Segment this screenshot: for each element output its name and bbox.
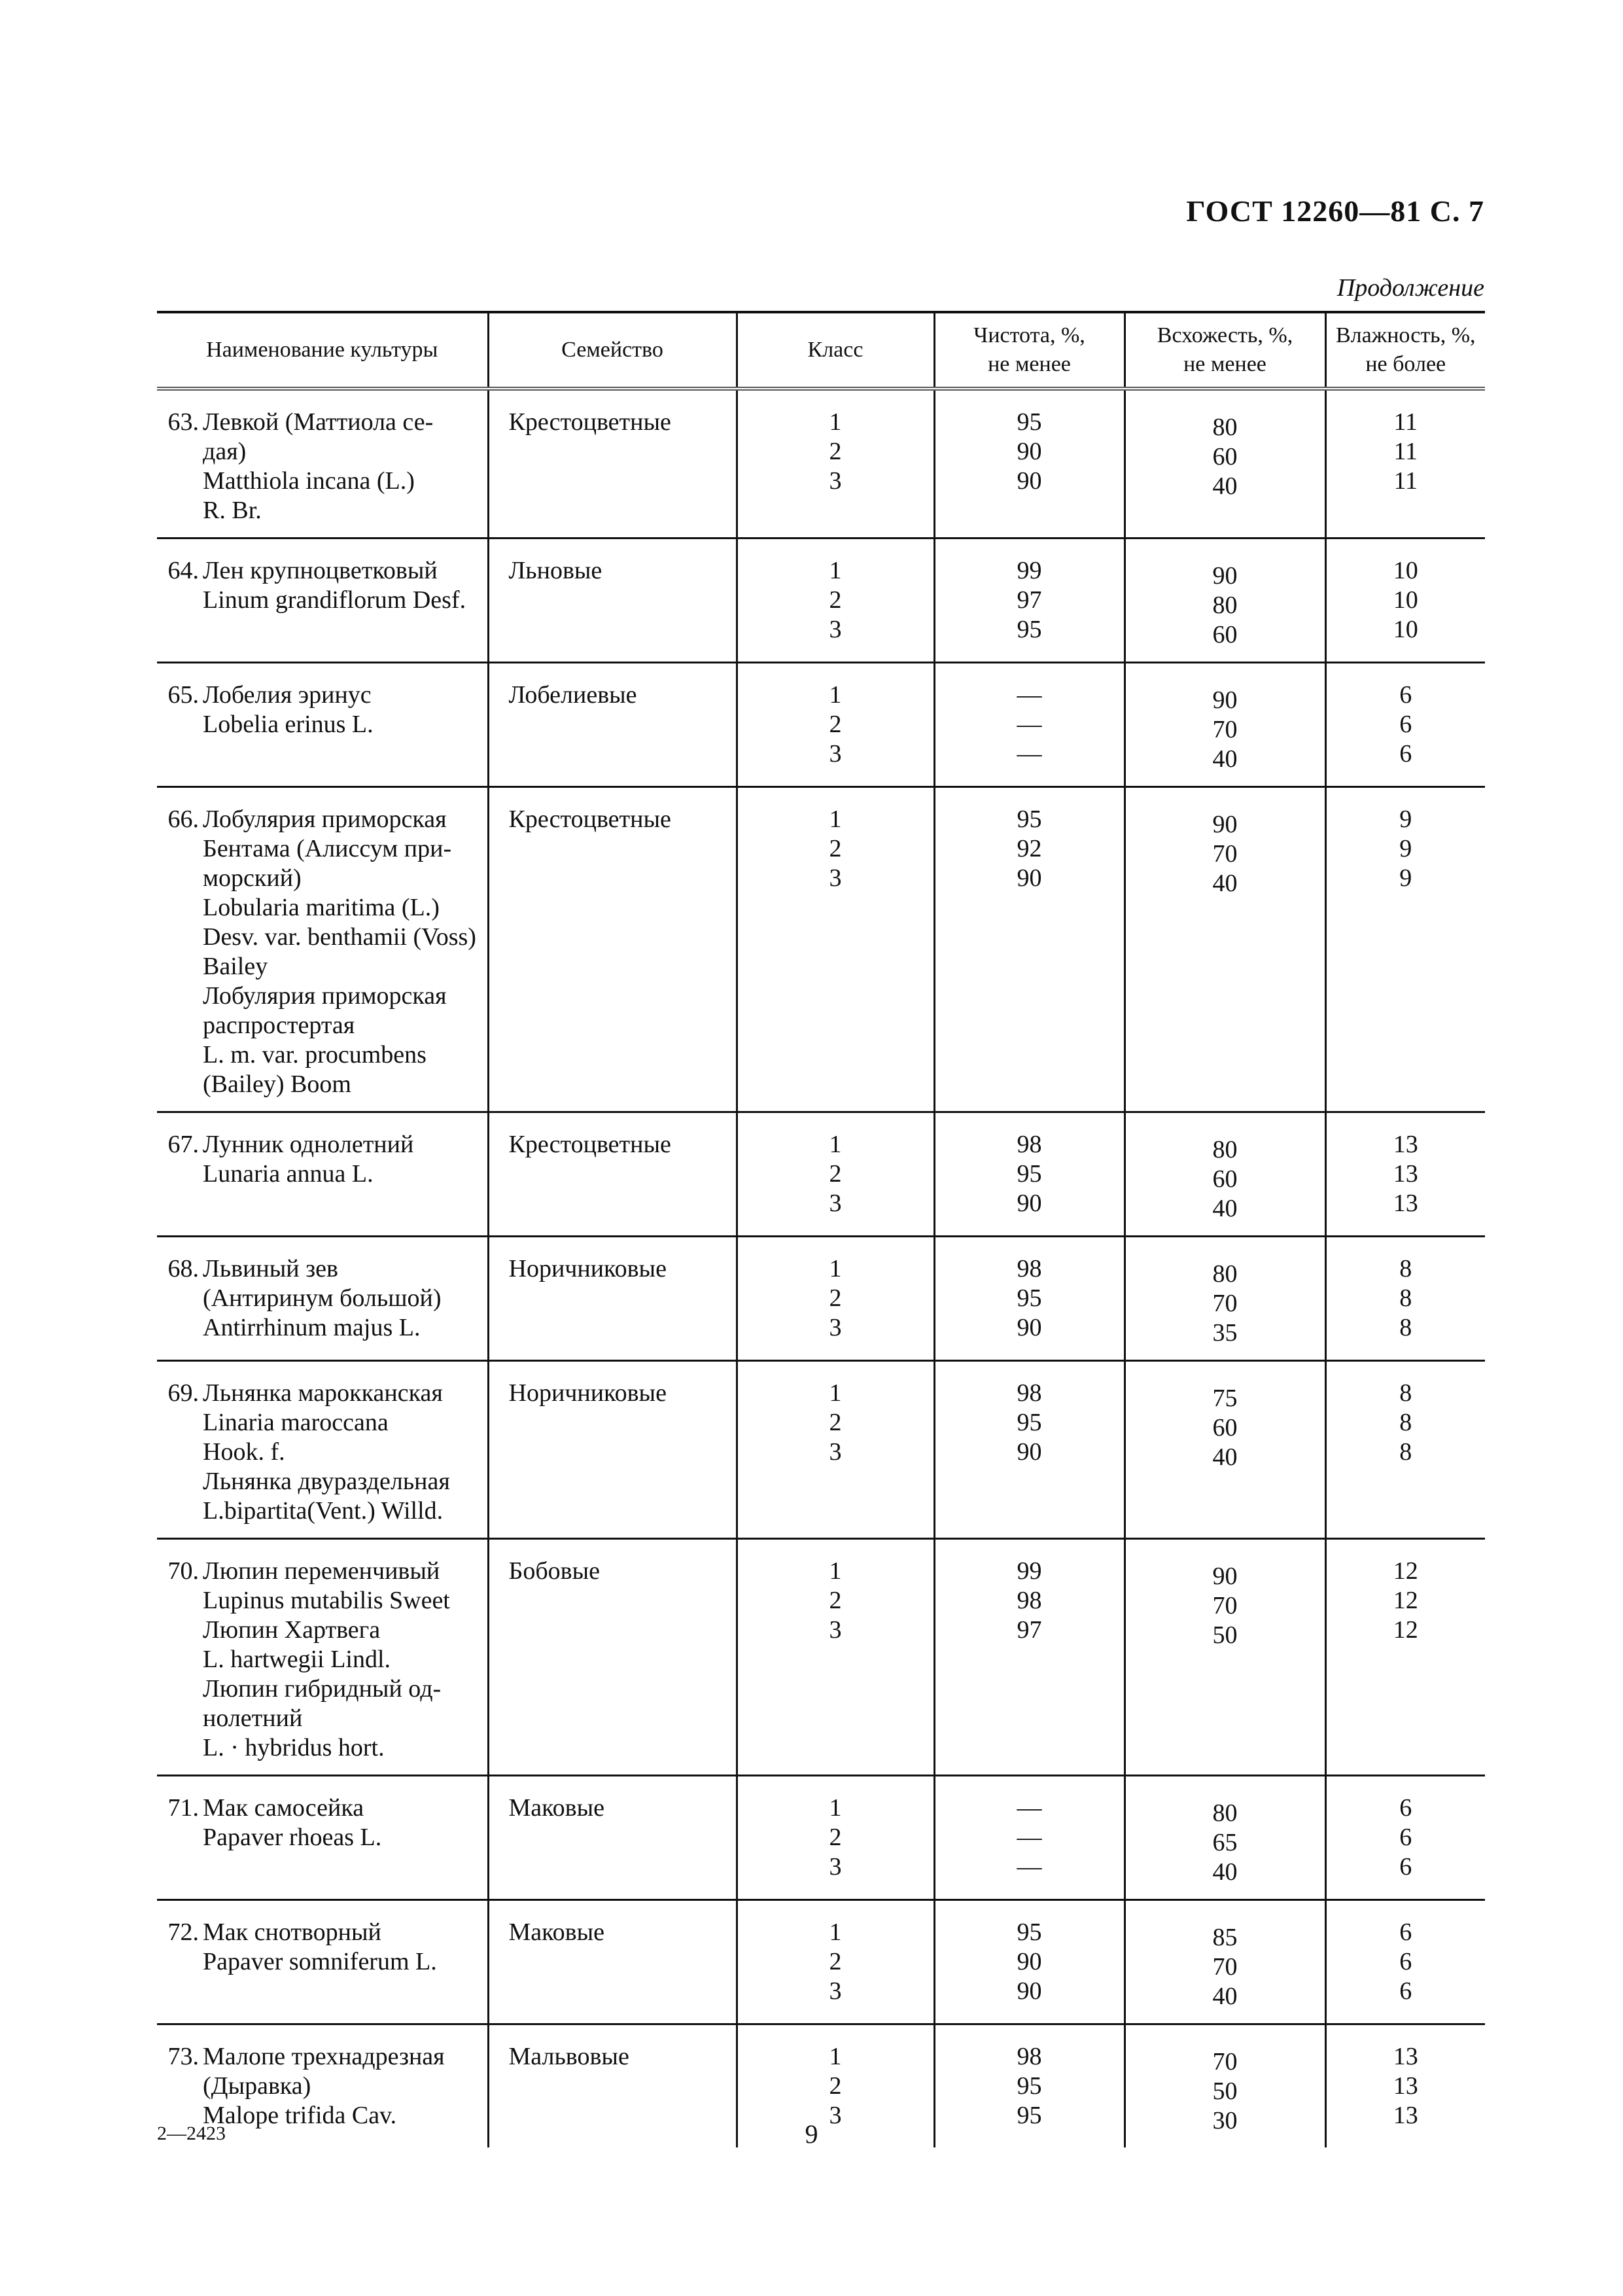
germination-cell [1125,1237,1325,1361]
class-value: 2 [829,1587,842,1614]
germination-value: 90 [1212,562,1238,590]
culture-name-line: Малопе трехнадрезная [203,2043,445,2070]
culture-name-line: Desv. var. benthamii (Voss) [203,923,476,951]
class-value: 1 [829,2043,842,2070]
class-cell [737,1361,934,1539]
purity-value: — [1017,681,1042,709]
culture-name-cell [157,1237,488,1361]
moisture-value: 13 [1393,1190,1418,1217]
purity-value: 98 [1017,1379,1042,1407]
purity-value: — [1017,711,1042,738]
moisture-cell [1325,1776,1485,1900]
purity-value: 90 [1017,438,1042,465]
purity-value: 97 [1017,586,1042,614]
moisture-value: 6 [1399,1824,1412,1851]
class-value: 2 [829,1948,842,1975]
germination-value: 90 [1212,811,1238,838]
class-value: 1 [829,805,842,833]
purity-cell [934,1539,1125,1776]
family-cell: Маковые [488,1900,737,2024]
purity-value: 95 [1017,616,1042,643]
culture-name-line: (Дыравка) [203,2072,311,2100]
class-value: 3 [829,2102,842,2129]
class-cell [737,1112,934,1237]
class-value: 2 [829,711,842,738]
germination-value: 60 [1212,1165,1238,1193]
purity-cell [934,1776,1125,1900]
moisture-value: 8 [1399,1438,1412,1466]
culture-name-line: распростертая [203,1012,355,1039]
class-value: 2 [829,2072,842,2100]
seed-quality-table [157,311,1485,2147]
table-header-row [157,312,1485,389]
germination-cell [1125,389,1325,539]
class-value: 3 [829,740,842,768]
purity-cell [934,663,1125,787]
class-value: 3 [829,1438,842,1466]
culture-name-line: Лобулярия приморская [203,805,447,833]
class-cell [737,787,934,1112]
moisture-value: 11 [1393,408,1418,436]
germination-cell [1125,787,1325,1112]
culture-name-line: L.bipartita(Vent.) Willd. [203,1497,444,1525]
print-code: 2—2423 [157,2123,226,2144]
class-cell [737,1237,934,1361]
purity-value: — [1017,1824,1042,1851]
table-row [157,1237,1485,1361]
moisture-value: 13 [1393,2102,1418,2129]
moisture-value: 13 [1393,1160,1418,1188]
culture-name-line: L. m. var. procumbens [203,1041,427,1069]
germination-value: 40 [1212,745,1238,773]
table-row [157,1776,1485,1900]
culture-name-line: Люпин гибридный од- [203,1675,442,1703]
moisture-value: 11 [1393,467,1418,495]
purity-value: 98 [1017,1587,1042,1614]
class-value: 2 [829,1824,842,1851]
family-cell: Крестоцветные [488,787,737,1112]
moisture-value: 6 [1399,681,1412,709]
moisture-value: 13 [1393,2072,1418,2100]
moisture-value: 9 [1399,864,1412,892]
germination-value: 80 [1212,414,1238,441]
culture-name-line: Lunaria annua L. [203,1160,374,1188]
row-number: 71. [167,1794,199,1822]
purity-cell [934,1112,1125,1237]
purity-value: 90 [1017,1314,1042,1341]
purity-value: 98 [1017,1255,1042,1282]
class-cell [737,1900,934,2024]
moisture-cell [1325,1539,1485,1776]
culture-name-line: Львиный зев [203,1255,338,1282]
family-cell: Льновые [488,539,737,663]
culture-name-line: (Антиринум большой) [203,1284,442,1312]
culture-name-cell [157,1112,488,1237]
column-header-germination: Всхожесть, %, не менее [1125,312,1325,389]
family-cell: Норичниковые [488,1237,737,1361]
class-cell [737,1539,934,1776]
class-value: 3 [829,1616,842,1644]
germination-cell [1125,1361,1325,1539]
row-number: 70. [167,1557,199,1585]
table-row [157,1112,1485,1237]
moisture-cell [1325,1361,1485,1539]
culture-name-line: Linum grandiflorum Desf. [203,586,466,614]
culture-name-line: Люпин переменчивый [203,1557,440,1585]
moisture-value: 6 [1399,1853,1412,1881]
moisture-cell [1325,1900,1485,2024]
purity-value: 95 [1017,805,1042,833]
germination-value: 65 [1212,1829,1238,1856]
class-value: 1 [829,1557,842,1585]
row-number: 73. [167,2043,199,2070]
family-cell: Крестоцветные [488,1112,737,1237]
culture-name-line: Льнянка марокканская [203,1379,443,1407]
family-cell: Лобелиевые [488,663,737,787]
class-value: 2 [829,835,842,862]
culture-name-line: морский) [203,864,302,892]
germination-value: 50 [1212,1621,1238,1649]
family-cell: Бобовые [488,1539,737,1776]
purity-value: 95 [1017,1409,1042,1436]
purity-value: 90 [1017,1438,1042,1466]
purity-value: 99 [1017,1557,1042,1585]
class-value: 3 [829,1853,842,1881]
germination-value: 60 [1212,1414,1238,1441]
culture-name-line: Бентама (Алиссум при- [203,835,452,862]
culture-name-cell [157,1361,488,1539]
germination-value: 70 [1212,840,1238,868]
moisture-cell [1325,1112,1485,1237]
class-value: 2 [829,1284,842,1312]
purity-value: — [1017,1853,1042,1881]
culture-name-line: Malope trifida Cav. [203,2102,397,2129]
culture-name-line: R. Br. [203,497,262,524]
table-row [157,539,1485,663]
germination-value: 40 [1212,870,1238,897]
purity-cell [934,787,1125,1112]
germination-cell [1125,1776,1325,1900]
culture-name-line: L. · hybridus hort. [203,1734,385,1761]
family-cell: Маковые [488,1776,737,1900]
table [157,311,1485,2147]
row-number: 63. [167,408,199,436]
culture-name-line: (Bailey) Boom [203,1070,351,1098]
germination-cell [1125,539,1325,663]
class-value: 2 [829,438,842,465]
purity-cell [934,1361,1125,1539]
class-value: 1 [829,1379,842,1407]
culture-name-cell [157,1539,488,1776]
germination-value: 35 [1212,1319,1238,1347]
moisture-value: 6 [1399,1918,1412,1946]
purity-value: 95 [1017,1284,1042,1312]
germination-value: 70 [1212,1592,1238,1619]
culture-name-line: Papaver rhoeas L. [203,1824,382,1851]
purity-value: 95 [1017,408,1042,436]
column-header-moisture: Влажность, %, не более [1325,312,1485,389]
purity-value: — [1017,1794,1042,1822]
moisture-value: 12 [1393,1616,1418,1644]
table-body [157,389,1485,2147]
culture-name-line: нолетний [203,1704,303,1732]
germination-value: 70 [1212,1290,1238,1317]
culture-name-line: Antirrhinum majus L. [203,1314,421,1341]
purity-value: 98 [1017,2043,1042,2070]
germination-value: 50 [1212,2077,1238,2105]
culture-name-line: Люпин Хартвега [203,1616,381,1644]
germination-cell [1125,663,1325,787]
germination-value: 90 [1212,1563,1238,1590]
purity-value: 99 [1017,557,1042,584]
germination-value: 40 [1212,1858,1238,1886]
culture-name-line: Hook. f. [203,1438,285,1466]
purity-value: 90 [1017,864,1042,892]
purity-value: 92 [1017,835,1042,862]
moisture-value: 6 [1399,1794,1412,1822]
germination-value: 60 [1212,621,1238,648]
class-cell [737,1776,934,1900]
purity-value: 95 [1017,1160,1042,1188]
culture-name-line: Левкой (Маттиола се- [203,408,434,436]
culture-name-line: Мак снотворный [203,1918,381,1946]
germination-value: 80 [1212,592,1238,619]
moisture-cell [1325,539,1485,663]
purity-value: 95 [1017,2102,1042,2129]
moisture-value: 8 [1399,1284,1412,1312]
purity-value: 95 [1017,1918,1042,1946]
table-row [157,663,1485,787]
class-value: 2 [829,1160,842,1188]
family-cell: Мальвовые [488,2024,737,2148]
column-header-family: Семейство [488,312,737,389]
purity-value: 97 [1017,1616,1042,1644]
class-value: 1 [829,557,842,584]
culture-name-line: Лунник однолетний [203,1131,414,1158]
germination-value: 60 [1212,443,1238,470]
culture-name-line: Bailey [203,953,268,980]
moisture-cell [1325,787,1485,1112]
moisture-value: 10 [1393,557,1418,584]
purity-cell [934,539,1125,663]
germination-value: 30 [1212,2107,1238,2134]
germination-value: 85 [1212,1924,1238,1951]
germination-value: 40 [1212,1195,1238,1222]
moisture-value: 12 [1393,1587,1418,1614]
purity-value: 90 [1017,1948,1042,1975]
culture-name-line: Matthiola incana (L.) [203,467,415,495]
culture-name-cell [157,539,488,663]
germination-value: 40 [1212,1983,1238,2010]
purity-value: 98 [1017,1131,1042,1158]
document-header: ГОСТ 12260—81 С. 7 [1186,194,1484,228]
row-number: 66. [167,805,199,833]
class-value: 3 [829,467,842,495]
culture-name-line: Papaver somniferum L. [203,1948,437,1975]
class-value: 3 [829,864,842,892]
germination-value: 70 [1212,1953,1238,1981]
moisture-value: 13 [1393,1131,1418,1158]
culture-name-line: Мак самосейка [203,1794,364,1822]
germination-value: 90 [1212,686,1238,714]
page-number: 9 [805,2119,818,2149]
culture-name-line: Лобулярия приморская [203,982,447,1010]
table-row [157,1539,1485,1776]
class-value: 3 [829,1314,842,1341]
table-row [157,1900,1485,2024]
germination-cell [1125,1900,1325,2024]
germination-cell [1125,1539,1325,1776]
table-row [157,787,1485,1112]
culture-name-cell [157,787,488,1112]
moisture-value: 6 [1399,1948,1412,1975]
moisture-value: 6 [1399,740,1412,768]
purity-value: 90 [1017,1190,1042,1217]
row-number: 64. [167,557,199,584]
moisture-value: 8 [1399,1255,1412,1282]
germination-value: 75 [1212,1385,1238,1412]
table-row [157,389,1485,539]
purity-value: 90 [1017,1977,1042,2005]
column-header-class: Класс [737,312,934,389]
family-cell: Крестоцветные [488,389,737,539]
moisture-cell [1325,663,1485,787]
class-value: 2 [829,586,842,614]
moisture-value: 6 [1399,711,1412,738]
table-row [157,1361,1485,1539]
continuation-label: Продолжение [1336,274,1484,302]
culture-name-line: Linaria maroccana [203,1409,389,1436]
culture-name-cell [157,1900,488,2024]
germination-value: 80 [1212,1136,1238,1163]
class-cell [737,389,934,539]
culture-name-line: Lobelia erinus L. [203,711,374,738]
purity-value: 90 [1017,467,1042,495]
culture-name-cell [157,663,488,787]
row-number: 67. [167,1131,199,1158]
column-header-culture: Наименование культуры [157,312,488,389]
germination-value: 40 [1212,1443,1238,1471]
class-value: 1 [829,681,842,709]
moisture-value: 8 [1399,1314,1412,1341]
germination-value: 70 [1212,2048,1238,2075]
culture-name-line: Lobularia maritima (L.) [203,894,440,921]
class-value: 3 [829,1190,842,1217]
moisture-value: 9 [1399,835,1412,862]
culture-name-line: дая) [203,438,247,465]
culture-name-line: Лен крупноцветковый [203,557,438,584]
class-cell [737,663,934,787]
culture-name-line: Lupinus mutabilis Sweet [203,1587,450,1614]
germination-cell [1125,1112,1325,1237]
row-number: 68. [167,1255,199,1282]
moisture-value: 12 [1393,1557,1418,1585]
purity-cell [934,389,1125,539]
moisture-value: 8 [1399,1409,1412,1436]
culture-name-line: Льнянка двураздельная [203,1468,450,1495]
class-cell [737,539,934,663]
class-value: 1 [829,1131,842,1158]
family-cell: Норичниковые [488,1361,737,1539]
class-value: 1 [829,1794,842,1822]
class-value: 3 [829,616,842,643]
germination-value: 80 [1212,1799,1238,1827]
moisture-value: 11 [1393,438,1418,465]
class-value: 2 [829,1409,842,1436]
moisture-value: 13 [1393,2043,1418,2070]
moisture-value: 8 [1399,1379,1412,1407]
culture-name-line: Лобелия эринус [203,681,372,709]
purity-value: — [1017,740,1042,768]
germination-value: 70 [1212,716,1238,743]
culture-name-cell [157,389,488,539]
class-value: 3 [829,1977,842,2005]
culture-name-line: L. hartwegii Lindl. [203,1646,391,1673]
moisture-value: 6 [1399,1977,1412,2005]
class-value: 1 [829,1255,842,1282]
moisture-cell [1325,1237,1485,1361]
moisture-cell [1325,389,1485,539]
germination-value: 40 [1212,472,1238,500]
class-value: 1 [829,1918,842,1946]
purity-cell [934,1900,1125,2024]
class-value: 1 [829,408,842,436]
culture-name-cell [157,1776,488,1900]
moisture-value: 9 [1399,805,1412,833]
row-number: 69. [167,1379,199,1407]
moisture-value: 10 [1393,616,1418,643]
row-number: 65. [167,681,199,709]
row-number: 72. [167,1918,199,1946]
purity-cell [934,1237,1125,1361]
germination-value: 80 [1212,1260,1238,1288]
column-header-purity: Чистота, %, не менее [934,312,1125,389]
purity-value: 95 [1017,2072,1042,2100]
moisture-value: 10 [1393,586,1418,614]
